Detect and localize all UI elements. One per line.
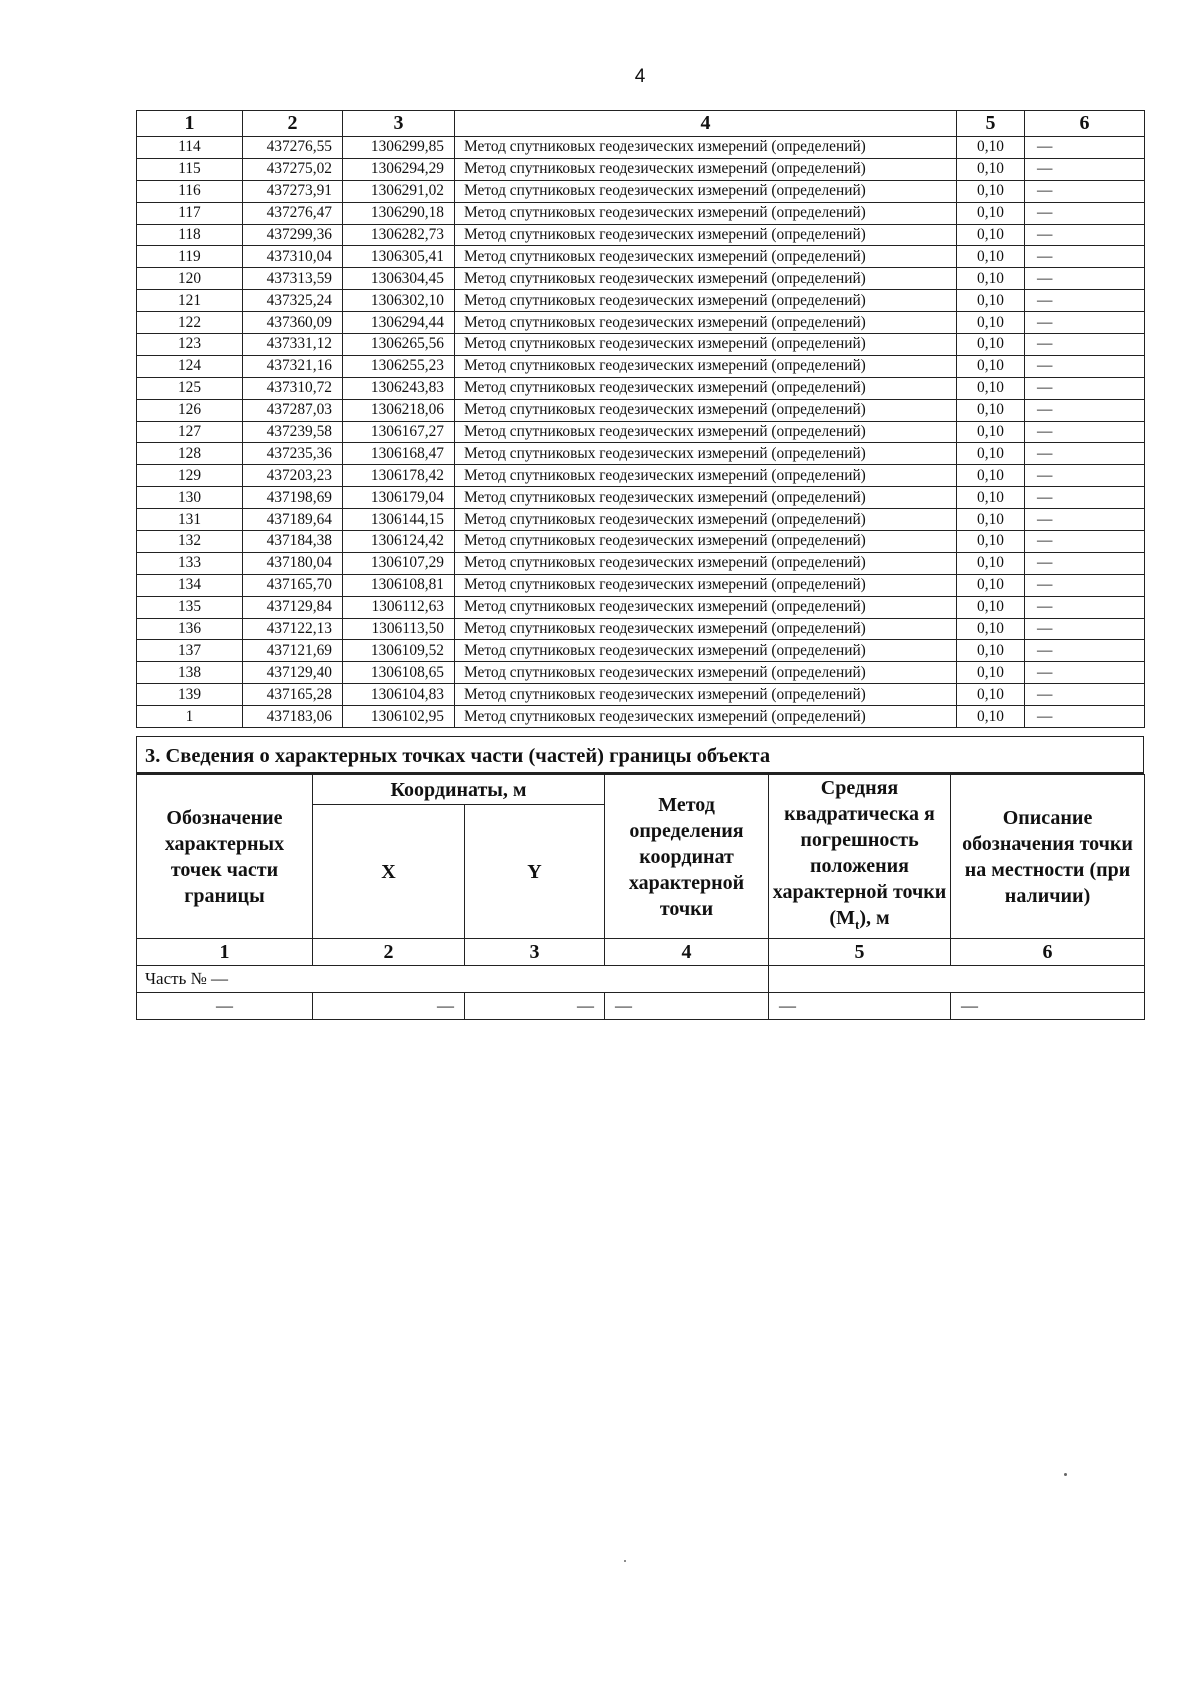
table-cell: — — [1025, 487, 1145, 509]
table-cell: 114 — [137, 137, 243, 159]
table-cell: 0,10 — [957, 552, 1025, 574]
table-cell: 0,10 — [957, 377, 1025, 399]
table-cell: — — [1025, 531, 1145, 553]
table-row — [137, 312, 1145, 334]
table-cell: 0,10 — [957, 662, 1025, 684]
table-cell: 0,10 — [957, 137, 1025, 159]
table-cell: 115 — [137, 158, 243, 180]
table-row — [137, 421, 1145, 443]
table-cell: 437360,09 — [243, 312, 343, 334]
table-cell: Метод спутниковых геодезических измерений (определений) — [455, 399, 957, 421]
table-cell: Метод спутниковых геодезических измерений (определений) — [455, 137, 957, 159]
table-cell: 1 — [137, 706, 243, 728]
col-error-subscript: t — [854, 917, 860, 932]
table-cell: 1306124,42 — [343, 531, 455, 553]
table-row — [137, 509, 1145, 531]
table-cell: 1306113,50 — [343, 618, 455, 640]
table-cell: 1306144,15 — [343, 509, 455, 531]
table-row — [137, 443, 1145, 465]
table-cell: Метод спутниковых геодезических измерений (определений) — [455, 268, 957, 290]
coordinates-table-body — [137, 137, 1145, 728]
table-row — [137, 596, 1145, 618]
table-cell: 1306178,42 — [343, 465, 455, 487]
table-cell: 120 — [137, 268, 243, 290]
table-cell: 0,10 — [957, 246, 1025, 268]
table-cell: 1306243,83 — [343, 377, 455, 399]
coordinates-header: Координаты, м — [313, 775, 605, 805]
table-cell: Метод спутниковых геодезических измерений (определений) — [455, 246, 957, 268]
table-cell: 437239,58 — [243, 421, 343, 443]
table-cell: Метод спутниковых геодезических измерений (определений) — [455, 509, 957, 531]
table-cell: 116 — [137, 180, 243, 202]
header-cell: 2 — [243, 111, 343, 137]
table-cell: 437165,28 — [243, 684, 343, 706]
table-cell: 137 — [137, 640, 243, 662]
table-cell: 1306104,83 — [343, 684, 455, 706]
part-row — [137, 966, 1145, 993]
table-cell: 1306112,63 — [343, 596, 455, 618]
table-cell: — — [1025, 618, 1145, 640]
table-cell: — — [1025, 399, 1145, 421]
table-row — [137, 224, 1145, 246]
column-number: 2 — [313, 939, 465, 966]
table-cell: — — [1025, 509, 1145, 531]
table-cell: 1306109,52 — [343, 640, 455, 662]
table-cell: 437198,69 — [243, 487, 343, 509]
table-cell: 130 — [137, 487, 243, 509]
table-cell: 1306302,10 — [343, 290, 455, 312]
table-cell: 1306255,23 — [343, 355, 455, 377]
table-row — [137, 158, 1145, 180]
table-row — [137, 531, 1145, 553]
dash-cell: — — [769, 993, 951, 1020]
table-cell: 0,10 — [957, 640, 1025, 662]
table-row — [137, 355, 1145, 377]
table-cell: — — [1025, 290, 1145, 312]
table-cell: — — [1025, 268, 1145, 290]
table-cell: 0,10 — [957, 706, 1025, 728]
table-cell: 1306305,41 — [343, 246, 455, 268]
table-row — [137, 684, 1145, 706]
table-cell: Метод спутниковых геодезических измерений (определений) — [455, 640, 957, 662]
table-cell: 117 — [137, 202, 243, 224]
table-cell: — — [1025, 202, 1145, 224]
table-cell: 437275,02 — [243, 158, 343, 180]
table-cell: 0,10 — [957, 596, 1025, 618]
table-cell: — — [1025, 355, 1145, 377]
table-cell: 0,10 — [957, 334, 1025, 356]
table-row — [137, 399, 1145, 421]
table-cell: 437313,59 — [243, 268, 343, 290]
table-row — [137, 268, 1145, 290]
table-cell: 0,10 — [957, 180, 1025, 202]
header-cell: 3 — [343, 111, 455, 137]
table-cell: Метод спутниковых геодезических измерений (определений) — [455, 202, 957, 224]
table-cell: 437273,91 — [243, 180, 343, 202]
table-cell: 0,10 — [957, 487, 1025, 509]
table-cell: 139 — [137, 684, 243, 706]
table-cell: — — [1025, 180, 1145, 202]
table-cell: Метод спутниковых геодезических измерений (определений) — [455, 552, 957, 574]
part-empty-cell — [769, 966, 1145, 993]
table-cell: — — [1025, 377, 1145, 399]
table-cell: 437183,06 — [243, 706, 343, 728]
table-cell: 437310,04 — [243, 246, 343, 268]
header-cell: 1 — [137, 111, 243, 137]
table-cell: 1306167,27 — [343, 421, 455, 443]
table-cell: 121 — [137, 290, 243, 312]
table-cell: 0,10 — [957, 465, 1025, 487]
section3-title: 3. Сведения о характерных точках части (частей) границы объекта — [136, 736, 1144, 774]
table-cell: 1306299,85 — [343, 137, 455, 159]
column-number: 5 — [769, 939, 951, 966]
table-cell: Метод спутниковых геодезических измерений (определений) — [455, 465, 957, 487]
dash-cell: — — [137, 993, 313, 1020]
part-points-table — [136, 774, 1145, 1020]
table-cell: 129 — [137, 465, 243, 487]
table-cell: 0,10 — [957, 684, 1025, 706]
table-row — [137, 618, 1145, 640]
col-description-header: Описание обозначения точки на местности (при наличии) — [951, 775, 1145, 939]
table-cell: 437325,24 — [243, 290, 343, 312]
table-cell: Метод спутниковых геодезических измерений (определений) — [455, 596, 957, 618]
dash-cell: — — [465, 993, 605, 1020]
table-row — [137, 377, 1145, 399]
table-cell: 437331,12 — [243, 334, 343, 356]
table-cell: 0,10 — [957, 312, 1025, 334]
table-cell: 127 — [137, 421, 243, 443]
table-cell: 122 — [137, 312, 243, 334]
table-cell: 437276,47 — [243, 202, 343, 224]
table-cell: — — [1025, 334, 1145, 356]
table-cell: Метод спутниковых геодезических измерений (определений) — [455, 487, 957, 509]
header-cell: 4 — [455, 111, 957, 137]
table-cell: — — [1025, 312, 1145, 334]
table-cell: 437203,23 — [243, 465, 343, 487]
column-numbers-row — [137, 939, 1145, 966]
table-cell: — — [1025, 137, 1145, 159]
table-cell: Метод спутниковых геодезических измерений (определений) — [455, 224, 957, 246]
table-cell: 0,10 — [957, 618, 1025, 640]
table-cell: 0,10 — [957, 399, 1025, 421]
table-cell: 1306108,81 — [343, 574, 455, 596]
page-number: 4 — [634, 66, 646, 87]
table-cell: 136 — [137, 618, 243, 640]
table-cell: 1306265,56 — [343, 334, 455, 356]
table-cell: 437121,69 — [243, 640, 343, 662]
table-cell: 437310,72 — [243, 377, 343, 399]
table-cell: — — [1025, 246, 1145, 268]
table-cell: 131 — [137, 509, 243, 531]
table-cell: 437299,36 — [243, 224, 343, 246]
table-cell: Метод спутниковых геодезических измерений (определений) — [455, 312, 957, 334]
table-cell: — — [1025, 684, 1145, 706]
table-cell: 126 — [137, 399, 243, 421]
table-cell: Метод спутниковых геодезических измерений (определений) — [455, 158, 957, 180]
table-cell: 1306282,73 — [343, 224, 455, 246]
table-cell: 1306218,06 — [343, 399, 455, 421]
col-method-header: Метод определения координат характерной точки — [605, 775, 769, 939]
x-header: X — [313, 805, 465, 939]
table-row — [137, 662, 1145, 684]
table-cell: 437122,13 — [243, 618, 343, 640]
dash-row — [137, 993, 1145, 1020]
table-cell: 0,10 — [957, 268, 1025, 290]
scan-speck — [1064, 1473, 1067, 1476]
table-cell: Метод спутниковых геодезических измерений (определений) — [455, 290, 957, 312]
table-cell: 1306290,18 — [343, 202, 455, 224]
table-cell: 1306294,44 — [343, 312, 455, 334]
table-cell: 437129,40 — [243, 662, 343, 684]
table-cell: 1306107,29 — [343, 552, 455, 574]
table-cell: 0,10 — [957, 421, 1025, 443]
table-cell: 437129,84 — [243, 596, 343, 618]
table-cell: Метод спутниковых геодезических измерений (определений) — [455, 355, 957, 377]
table-cell: — — [1025, 596, 1145, 618]
table-cell: 134 — [137, 574, 243, 596]
table-cell: Метод спутниковых геодезических измерений (определений) — [455, 531, 957, 553]
scan-speck — [624, 1560, 626, 1562]
dash-cell: — — [605, 993, 769, 1020]
table-cell: 0,10 — [957, 224, 1025, 246]
table-cell: Метод спутниковых геодезических измерений (определений) — [455, 706, 957, 728]
table-cell: 0,10 — [957, 574, 1025, 596]
table-cell: 133 — [137, 552, 243, 574]
table-cell: — — [1025, 574, 1145, 596]
table-cell: 125 — [137, 377, 243, 399]
table-cell: — — [1025, 421, 1145, 443]
column-number: 4 — [605, 939, 769, 966]
table-cell: 124 — [137, 355, 243, 377]
table-cell: 1306291,02 — [343, 180, 455, 202]
table-cell: 119 — [137, 246, 243, 268]
table-cell: Метод спутниковых геодезических измерений (определений) — [455, 421, 957, 443]
table-cell: 0,10 — [957, 202, 1025, 224]
table-cell: 1306102,95 — [343, 706, 455, 728]
table-row — [137, 574, 1145, 596]
table-cell: 0,10 — [957, 509, 1025, 531]
table-cell: — — [1025, 158, 1145, 180]
table-row — [137, 487, 1145, 509]
table-cell: 118 — [137, 224, 243, 246]
coordinates-table-header — [137, 111, 1145, 137]
col-error-text: Средняя квадратическа я погрешность положения характерной точки (M — [772, 777, 947, 929]
table-cell: 1306294,29 — [343, 158, 455, 180]
col-error-unit: ), м — [859, 907, 890, 929]
dash-cell: — — [951, 993, 1145, 1020]
table-cell: 1306304,45 — [343, 268, 455, 290]
table-row — [137, 334, 1145, 356]
table-cell: Метод спутниковых геодезических измерений (определений) — [455, 180, 957, 202]
table-row — [137, 137, 1145, 159]
coordinates-table — [136, 110, 1145, 728]
table-cell: 1306108,65 — [343, 662, 455, 684]
table-row — [137, 246, 1145, 268]
table-cell: 437287,03 — [243, 399, 343, 421]
table-row — [137, 202, 1145, 224]
y-header: Y — [465, 805, 605, 939]
table-cell: 0,10 — [957, 531, 1025, 553]
table-cell: 128 — [137, 443, 243, 465]
table-cell: — — [1025, 443, 1145, 465]
table-cell: 437189,64 — [243, 509, 343, 531]
dash-cell: — — [313, 993, 465, 1020]
table-cell: 437235,36 — [243, 443, 343, 465]
table-cell: 437180,04 — [243, 552, 343, 574]
table-row — [137, 465, 1145, 487]
table-row — [137, 180, 1145, 202]
col-designation-header: Обозначение характерных точек части границы — [137, 775, 313, 939]
header-cell: 6 — [1025, 111, 1145, 137]
table-row — [137, 290, 1145, 312]
table-cell: 0,10 — [957, 158, 1025, 180]
header-cell: 5 — [957, 111, 1025, 137]
table-row — [137, 552, 1145, 574]
table-cell: 437184,38 — [243, 531, 343, 553]
table-cell: 135 — [137, 596, 243, 618]
table-cell: — — [1025, 640, 1145, 662]
table-cell: Метод спутниковых геодезических измерений (определений) — [455, 443, 957, 465]
table-cell: — — [1025, 224, 1145, 246]
table-cell: Метод спутниковых геодезических измерений (определений) — [455, 662, 957, 684]
table-cell: 437276,55 — [243, 137, 343, 159]
table-cell: 123 — [137, 334, 243, 356]
table-cell: — — [1025, 662, 1145, 684]
column-number: 6 — [951, 939, 1145, 966]
col-error-header — [769, 775, 951, 939]
table-cell: 138 — [137, 662, 243, 684]
table-cell: 437321,16 — [243, 355, 343, 377]
column-number: 3 — [465, 939, 605, 966]
table-cell: 1306168,47 — [343, 443, 455, 465]
table-cell: 0,10 — [957, 443, 1025, 465]
table-cell: — — [1025, 552, 1145, 574]
table-cell: 132 — [137, 531, 243, 553]
table-cell: 1306179,04 — [343, 487, 455, 509]
table-cell: Метод спутниковых геодезических измерений (определений) — [455, 574, 957, 596]
table-row — [137, 706, 1145, 728]
table-cell: Метод спутниковых геодезических измерений (определений) — [455, 684, 957, 706]
table-cell: — — [1025, 465, 1145, 487]
table-cell: — — [1025, 706, 1145, 728]
table-cell: Метод спутниковых геодезических измерений (определений) — [455, 334, 957, 356]
table-cell: 437165,70 — [243, 574, 343, 596]
table-cell: Метод спутниковых геодезических измерений (определений) — [455, 618, 957, 640]
table-row — [137, 640, 1145, 662]
table-cell: 0,10 — [957, 355, 1025, 377]
part-label: Часть № — — [137, 966, 769, 993]
column-number: 1 — [137, 939, 313, 966]
table-cell: Метод спутниковых геодезических измерений (определений) — [455, 377, 957, 399]
table-cell: 0,10 — [957, 290, 1025, 312]
